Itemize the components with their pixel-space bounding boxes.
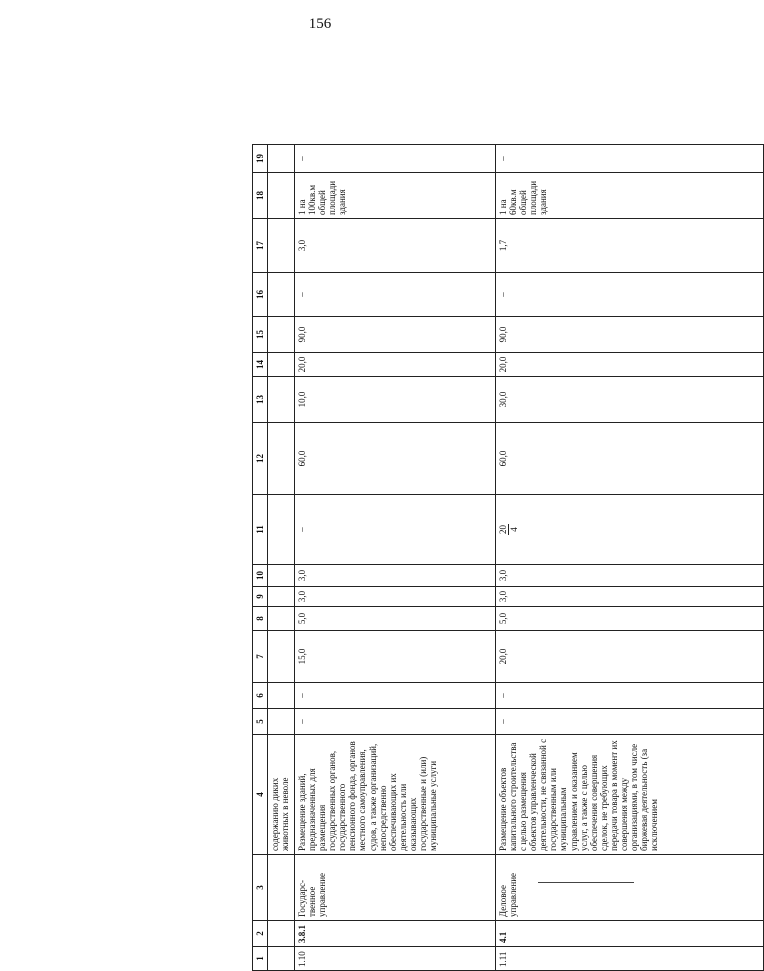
cell-c7: 20,0: [496, 631, 764, 683]
col-header: 14: [253, 353, 268, 377]
page-number: 156: [308, 16, 332, 32]
cell-c15: 90,0: [496, 317, 764, 353]
cell-c9: 3,0: [496, 587, 764, 607]
use-name: Деловое управление: [496, 855, 764, 921]
table-row: [496, 145, 764, 971]
col-header: 5: [253, 709, 268, 735]
continuation-row: [268, 145, 295, 971]
cell-c7: 15,0: [295, 631, 496, 683]
row-number: 1.10: [295, 947, 496, 971]
cell-c6: –: [295, 683, 496, 709]
continuation-text: содержанию диких животных в неволе: [268, 735, 295, 855]
use-description: Размещение объектов капитального строительства с целью размещения объектов управленческой деятельности, не связанной с государственным или муниципальным управлением и оказанием услуг, а также с целью обеспечения совершения сделок, не требующих передачи товара в момент их совершения между организациями, в том числе биржевая деятельность (за исключением: [496, 735, 764, 855]
row-number: 1.11: [496, 947, 764, 971]
cell-parking-norm: 1 на 100кв.м общей площади здания: [295, 173, 496, 219]
cell-c15: 90,0: [295, 317, 496, 353]
cell-c16: –: [295, 273, 496, 317]
cell-c5: –: [295, 709, 496, 735]
col-header: 9: [253, 587, 268, 607]
header-row: [253, 145, 268, 971]
col-header: 12: [253, 423, 268, 495]
col-header: 1: [253, 947, 268, 971]
cell-c19: –: [295, 145, 496, 173]
cell-c14: 20,0: [295, 353, 496, 377]
col-header: 15: [253, 317, 268, 353]
cell-c5: –: [496, 709, 764, 735]
col-header: 6: [253, 683, 268, 709]
cell-c10: 3,0: [496, 565, 764, 587]
col-header: 7: [253, 631, 268, 683]
cell-c8: 5,0: [496, 607, 764, 631]
cell-c16: –: [496, 273, 764, 317]
cell-c12: 60,0: [295, 423, 496, 495]
cell-c12: 60,0: [496, 423, 764, 495]
col-header: 4: [253, 735, 268, 855]
cell-c8: 5,0: [295, 607, 496, 631]
col-header: 17: [253, 219, 268, 273]
cell-c19: –: [496, 145, 764, 173]
cell-c11: [496, 495, 764, 565]
col-header: 18: [253, 173, 268, 219]
land-use-table: [252, 144, 764, 971]
cell-c17: 3,0: [295, 219, 496, 273]
cell-c9: 3,0: [295, 587, 496, 607]
cell-parking-norm: 1 на 60кв.м общей площади здания: [496, 173, 764, 219]
use-code: 4.1: [496, 921, 764, 947]
fraction-numerator: 20: [498, 525, 508, 534]
use-name: Государс-твенное управление: [295, 855, 496, 921]
col-header: 10: [253, 565, 268, 587]
cell-c17: 1,7: [496, 219, 764, 273]
cell-c11: –: [295, 495, 496, 565]
col-header: 13: [253, 377, 268, 423]
table-row: [295, 145, 496, 971]
cell-c10: 3,0: [295, 565, 496, 587]
fraction-denominator: 4: [509, 527, 520, 532]
fraction-value: [498, 524, 519, 535]
rotated-table-wrapper: [252, 154, 764, 971]
use-code: 3.8.1: [295, 921, 496, 947]
use-description: Размещение зданий, предназначенных для размещения государственных органов, государственного пенсионного фонда, органов местного самоуправления, судов, а также организаций, непосредственно обеспечивающих их деятельность или оказывающих государственные и (или) муниципальные услуги: [295, 735, 496, 855]
col-header: 11: [253, 495, 268, 565]
cell-c6: –: [496, 683, 764, 709]
col-header: 19: [253, 145, 268, 173]
col-header: 16: [253, 273, 268, 317]
col-header: 2: [253, 921, 268, 947]
cell-c13: 30,0: [496, 377, 764, 423]
col-header: 3: [253, 855, 268, 921]
footer-rule: [538, 882, 634, 883]
cell-c14: 20,0: [496, 353, 764, 377]
cell-c13: 10,0: [295, 377, 496, 423]
col-header: 8: [253, 607, 268, 631]
